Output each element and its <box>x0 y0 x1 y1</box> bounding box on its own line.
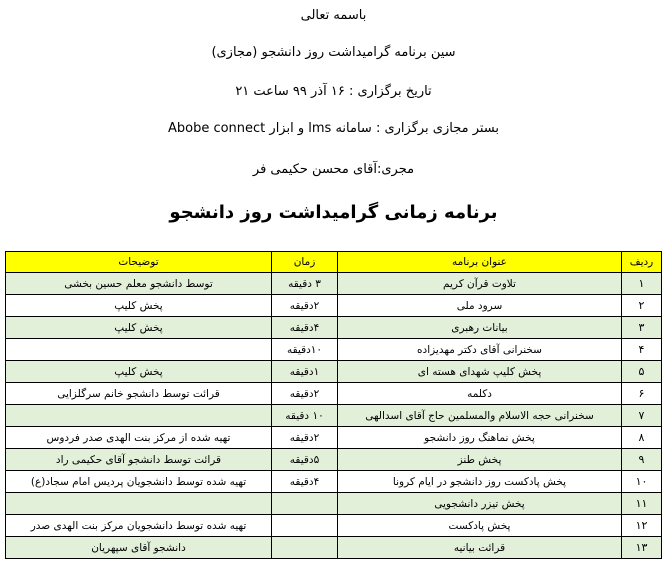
cell-title: پخش پادکست روز دانشجو در ایام کرونا <box>338 471 622 493</box>
cell-time <box>272 493 338 515</box>
table-row <box>6 515 662 537</box>
cell-number: ۱۳ <box>622 537 662 559</box>
cell-title: سخنرانی آقای دکتر مهدیزاده <box>338 339 622 361</box>
cell-time: ۵دقیقه <box>272 449 338 471</box>
header-host: مجری:آقای محسن حکیمی فر <box>252 162 415 177</box>
cell-number: ۱ <box>622 273 662 295</box>
table-row <box>6 295 662 317</box>
cell-time: ۲دقیقه <box>272 427 338 449</box>
cell-description <box>6 493 272 515</box>
cell-time: ۴دقیقه <box>272 317 338 339</box>
cell-number: ۱۰ <box>622 471 662 493</box>
table-row <box>6 361 662 383</box>
cell-description: پخش کلیپ <box>6 361 272 383</box>
cell-description: توسط دانشجو معلم حسین بخشی <box>6 273 272 295</box>
cell-title: پخش طنز <box>338 449 622 471</box>
schedule-table <box>5 251 662 559</box>
cell-time: ۱دقیقه <box>272 361 338 383</box>
cell-number: ۳ <box>622 317 662 339</box>
header-program-name: سین برنامه گرامیداشت روز دانشجو (مجازی) <box>211 45 456 60</box>
col-header-number: ردیف <box>622 252 662 273</box>
cell-title: پخش تیزر دانشجویی <box>338 493 622 515</box>
table-row <box>6 273 662 295</box>
table-row <box>6 383 662 405</box>
cell-time: ۱۰ دقیقه <box>272 405 338 427</box>
cell-number: ۶ <box>622 383 662 405</box>
cell-title: دکلمه <box>338 383 622 405</box>
cell-time: ۱۰دقیقه <box>272 339 338 361</box>
cell-description: تهیه شده از مرکز بنت الهدی صدر فردوس <box>6 427 272 449</box>
table-row <box>6 339 662 361</box>
cell-number: ۹ <box>622 449 662 471</box>
cell-description: تهیه شده توسط دانشجویان مرکز بنت الهدی صدر <box>6 515 272 537</box>
table-header-row <box>6 252 662 273</box>
cell-number: ۸ <box>622 427 662 449</box>
cell-number: ۵ <box>622 361 662 383</box>
cell-description: تهیه شده توسط دانشجویان پردیس امام سجاد(ع) <box>6 471 272 493</box>
table-row <box>6 317 662 339</box>
cell-title: سخنرانی حجه الاسلام والمسلمین حاج آقای اسدالهی <box>338 405 622 427</box>
cell-time: ۲دقیقه <box>272 295 338 317</box>
cell-number: ۲ <box>622 295 662 317</box>
cell-number: ۱۲ <box>622 515 662 537</box>
cell-description <box>6 405 272 427</box>
table-row <box>6 427 662 449</box>
cell-description: دانشجو آقای سپهریان <box>6 537 272 559</box>
cell-time <box>272 515 338 537</box>
cell-time: ۲دقیقه <box>272 383 338 405</box>
cell-title: قرائت بیانیه <box>338 537 622 559</box>
cell-title: پخش پادکست <box>338 515 622 537</box>
cell-number: ۱۱ <box>622 493 662 515</box>
table-row <box>6 405 662 427</box>
cell-time: ۴دقیقه <box>272 471 338 493</box>
cell-description: قرائت توسط دانشجو آقای حکیمی راد <box>6 449 272 471</box>
col-header-time: زمان <box>272 252 338 273</box>
cell-title: پخش نماهنگ روز دانشجو <box>338 427 622 449</box>
table-row <box>6 471 662 493</box>
cell-description: پخش کلیپ <box>6 295 272 317</box>
cell-time: ۳ دقیقه <box>272 273 338 295</box>
cell-number: ۴ <box>622 339 662 361</box>
table-row <box>6 449 662 471</box>
header-platform: بستر مجازی برگزاری : سامانه lms و ابزار Abobe connect <box>167 121 500 136</box>
cell-title: تلاوت قرآن کریم <box>338 273 622 295</box>
cell-title: سرود ملی <box>338 295 622 317</box>
header-bismillah: باسمه تعالی <box>300 8 367 23</box>
col-header-title: عنوان برنامه <box>338 252 622 273</box>
cell-time <box>272 537 338 559</box>
cell-title: پخش کلیپ شهدای هسته ای <box>338 361 622 383</box>
cell-number: ۷ <box>622 405 662 427</box>
table-row <box>6 537 662 559</box>
col-header-description: توضیحات <box>6 252 272 273</box>
cell-description <box>6 339 272 361</box>
table-row <box>6 493 662 515</box>
cell-title: بیانات رهبری <box>338 317 622 339</box>
header-date: تاریخ برگزاری : ۱۶ آذر ۹۹ ساعت ۲۱ <box>235 84 432 99</box>
cell-description: پخش کلیپ <box>6 317 272 339</box>
schedule-title: برنامه زمانی گرامیداشت روز دانشجو <box>169 202 498 223</box>
cell-description: قرائت توسط دانشجو خانم سرگلزایی <box>6 383 272 405</box>
